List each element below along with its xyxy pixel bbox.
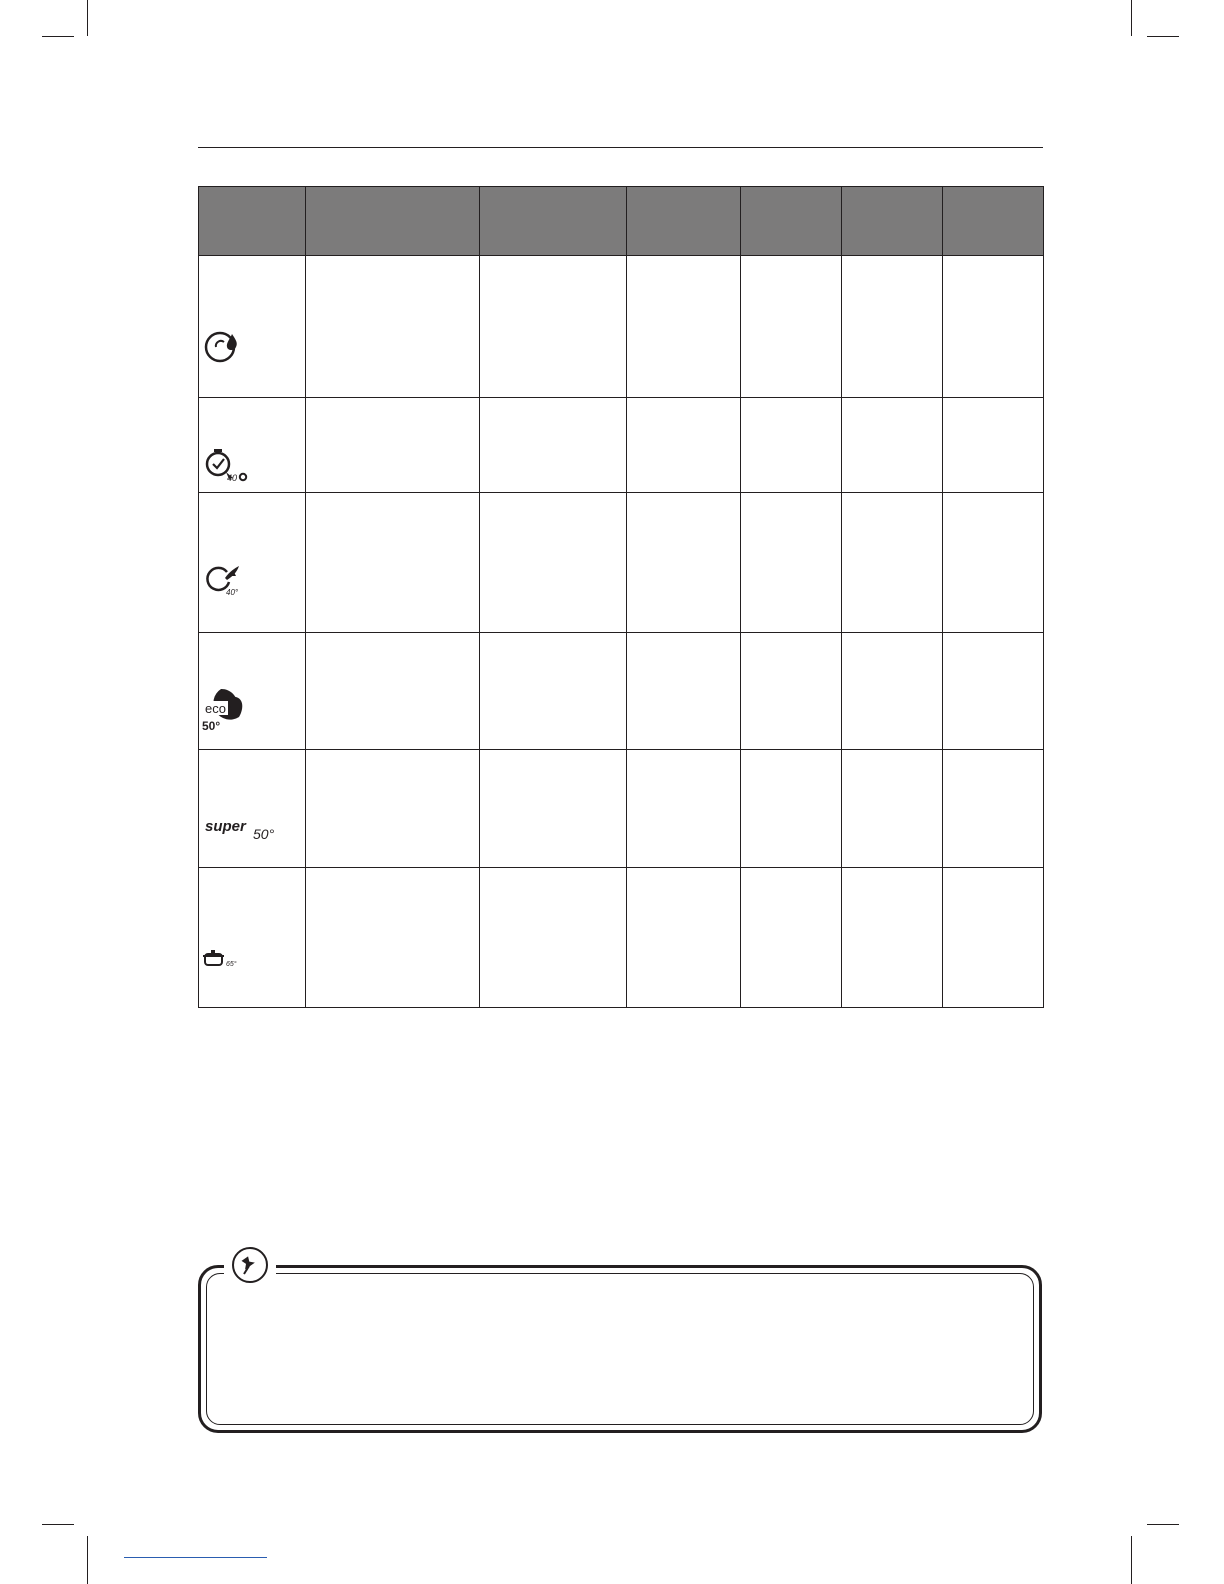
table-cell [306,256,480,398]
table-cell [741,256,842,398]
table-row [199,750,1044,868]
table-cell [627,256,741,398]
table-cell [943,493,1044,633]
table-cell [480,750,627,868]
quick-timer-40-icon [203,448,253,482]
table-header-row [199,187,1044,256]
pot-65-icon [203,949,247,969]
table-cell [306,868,480,1008]
table-cell [306,633,480,750]
header-cell [480,187,627,256]
table-cell [627,493,741,633]
program-icon-cell [199,493,306,633]
crop-mark [42,1524,74,1525]
table-cell [627,633,741,750]
crop-mark [1147,36,1179,37]
crop-mark [1147,1524,1179,1525]
header-cell [627,187,741,256]
table-cell [306,493,480,633]
table-row [199,868,1044,1008]
super-temp-label: 50° [253,826,275,842]
table-cell [741,633,842,750]
super-50-icon [205,817,285,843]
table-row [199,633,1044,750]
footer-link-underline [124,1557,267,1558]
program-icon-cell [199,750,306,868]
crop-mark [87,1536,88,1584]
table-cell [943,398,1044,493]
table-cell [480,493,627,633]
pot-temp-label: 65° [226,961,237,968]
header-cell [306,187,480,256]
delicate-40-icon [203,564,247,598]
table-cell [842,398,943,493]
table-cell [741,868,842,1008]
table-cell [480,256,627,398]
table-row [199,493,1044,633]
crop-mark [1131,1536,1132,1584]
table-cell [306,398,480,493]
program-icon-cell [199,256,306,398]
program-icon-cell [199,633,306,750]
table-cell [306,750,480,868]
table-cell [627,750,741,868]
table-cell [480,868,627,1008]
table-cell [943,256,1044,398]
table-cell [741,750,842,868]
header-cell [199,187,306,256]
table-cell [943,633,1044,750]
table-cell [627,398,741,493]
table-row [199,256,1044,398]
table-cell [741,493,842,633]
pushpin-icon [234,1249,265,1280]
program-icon-cell [199,398,306,493]
table-row [199,398,1044,493]
program-icon-cell [199,868,306,1008]
eco-word-label: eco [205,701,226,716]
crop-mark [87,0,88,36]
delicate-temp-label: 40° [226,588,239,597]
header-cell [842,187,943,256]
table-cell [842,750,943,868]
crop-mark [1131,0,1132,36]
header-rule [198,147,1043,148]
program-table [198,186,1044,1008]
header-cell [741,187,842,256]
drop-circle-icon [203,330,241,364]
table-cell [480,398,627,493]
table-cell [842,633,943,750]
crop-mark [42,36,74,37]
eco-temp-label: 50° [202,719,221,733]
table-cell [627,868,741,1008]
table-cell [842,868,943,1008]
super-word-label: super [205,818,246,835]
table-cell [480,633,627,750]
note-box [198,1265,1042,1433]
table-cell [741,398,842,493]
note-badge [232,1247,268,1283]
note-box-inner [206,1273,1034,1425]
table-cell [943,868,1044,1008]
table-cell [842,256,943,398]
table-cell [842,493,943,633]
table-cell [943,750,1044,868]
timer-temp-label: 40 [227,473,238,482]
eco-50-icon [201,687,247,735]
header-cell [943,187,1044,256]
